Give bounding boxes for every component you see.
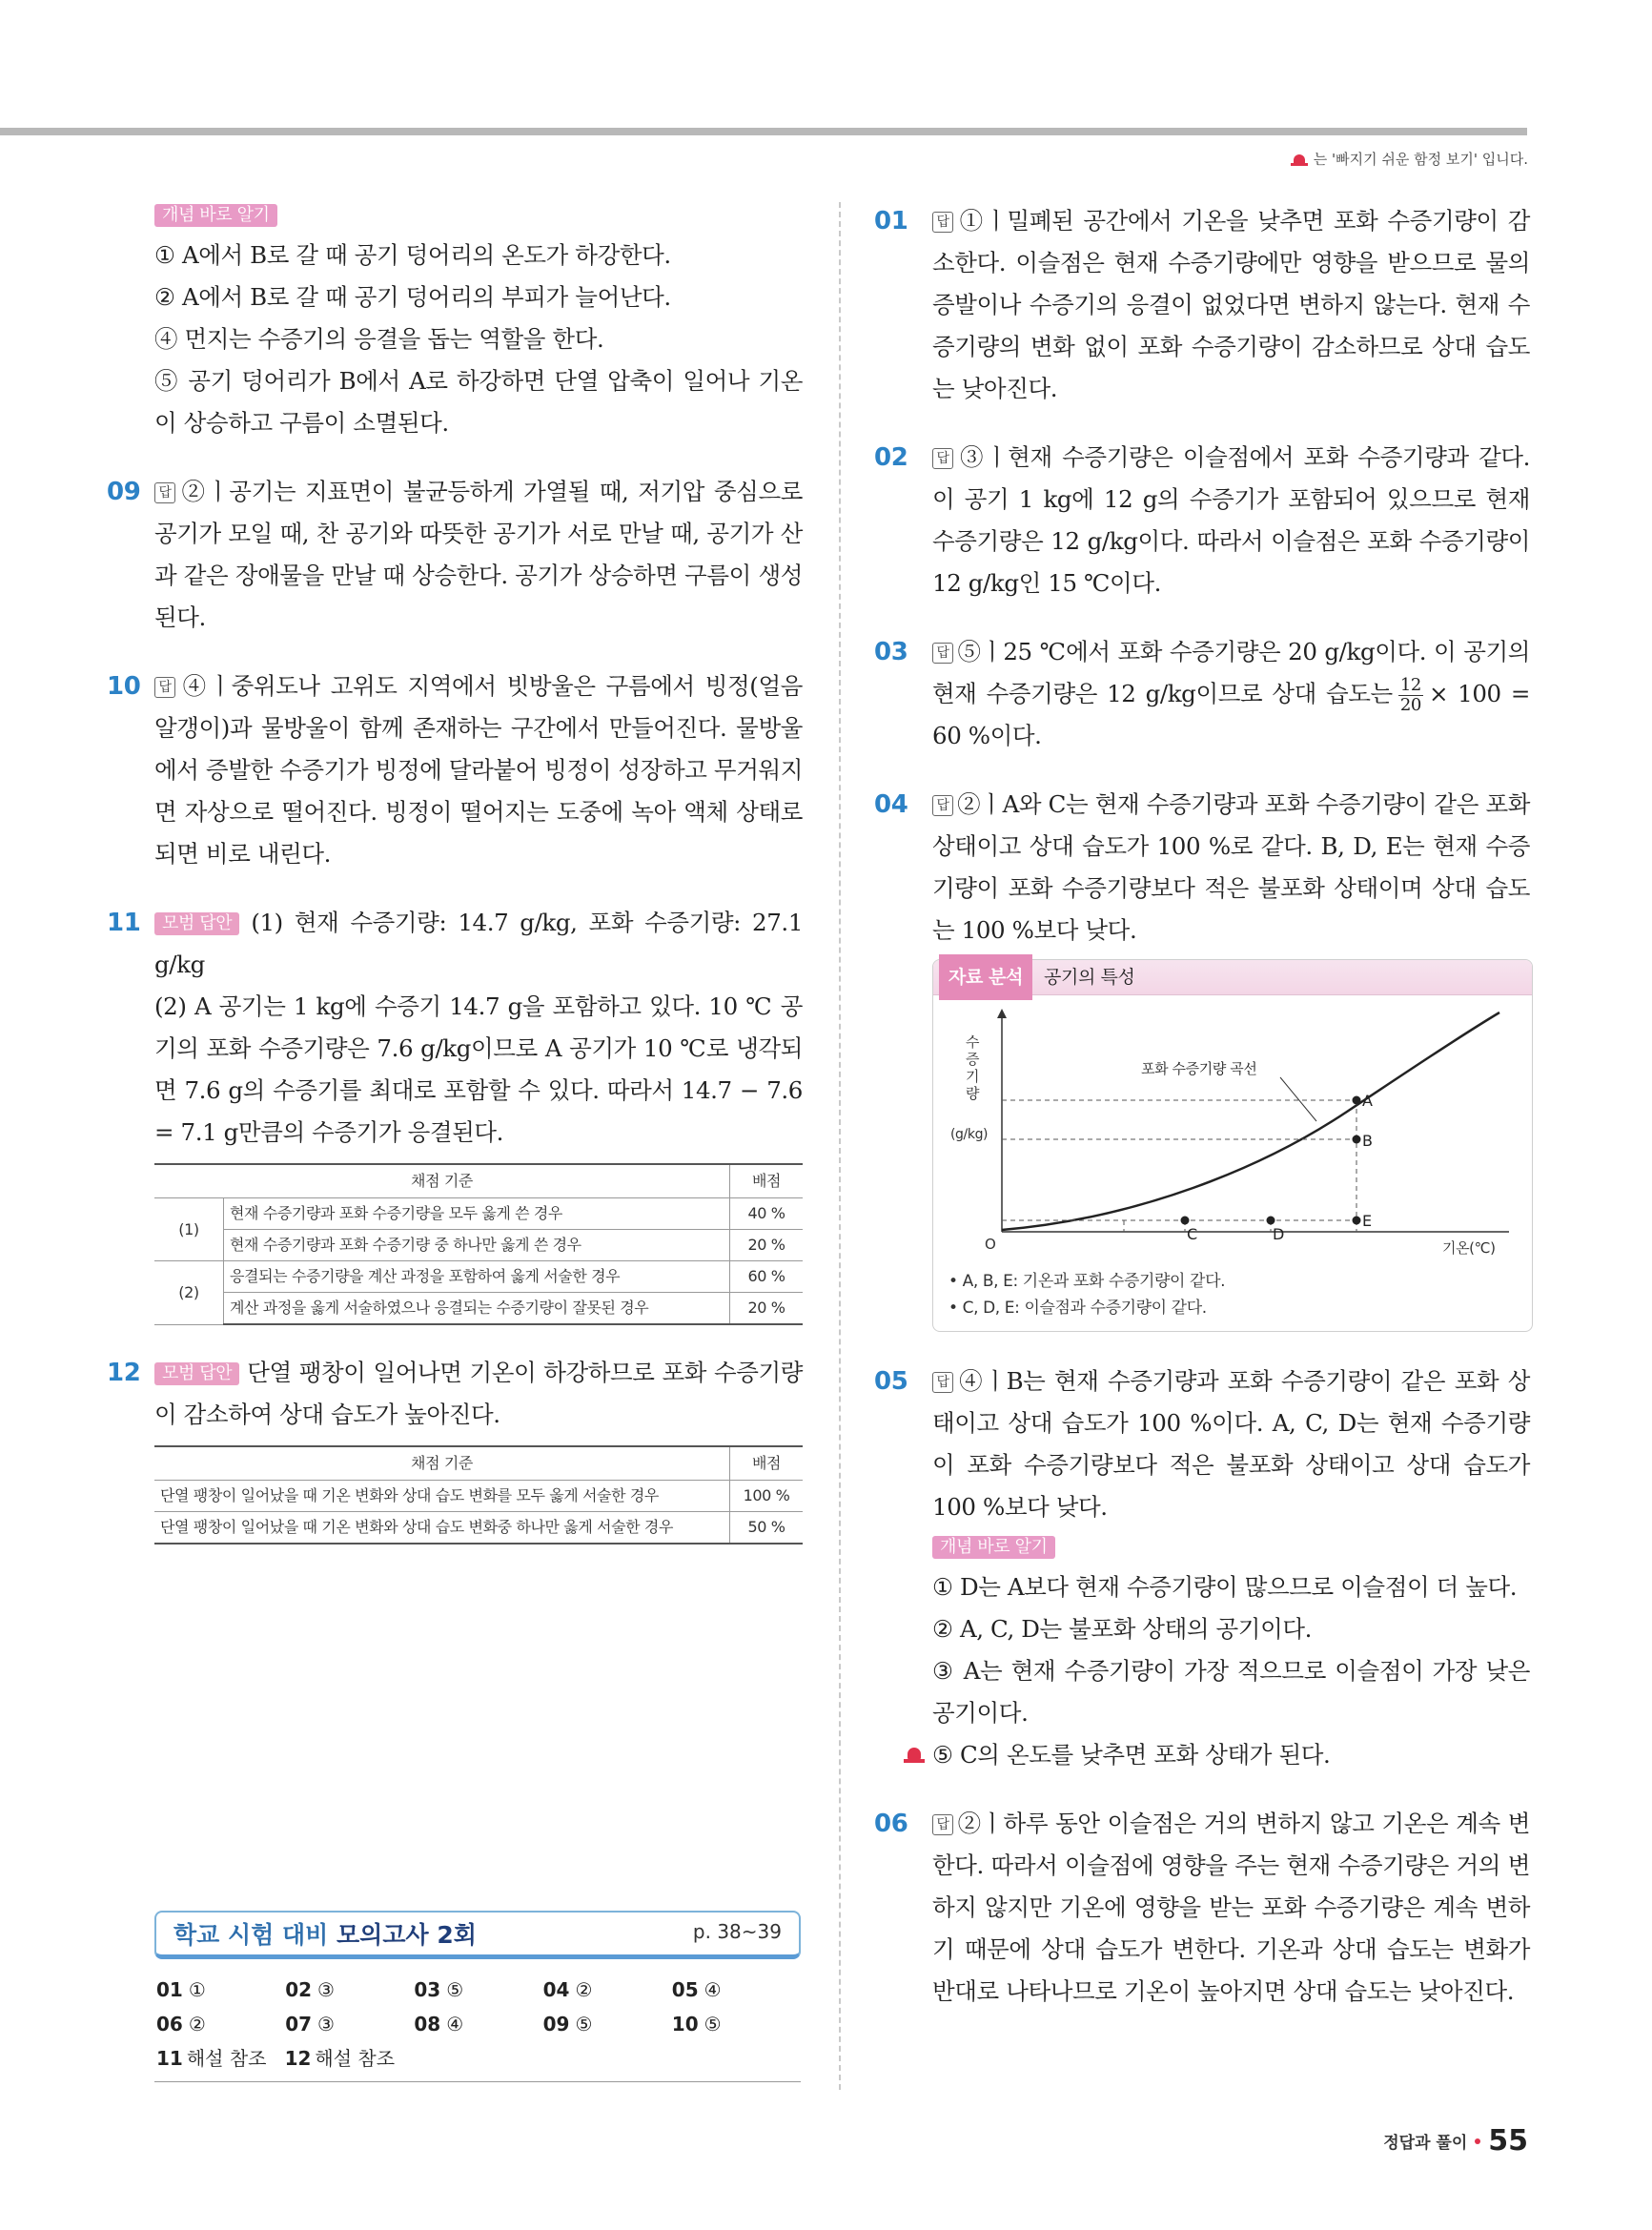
mock-answer: 03 ⑤ xyxy=(414,1978,464,2001)
origin-label: O xyxy=(985,1236,996,1253)
answer-mark-icon: 답 xyxy=(154,677,175,698)
question-number: 12 xyxy=(107,1359,141,1387)
x-axis-label: 기온(℃) xyxy=(1442,1239,1496,1257)
question-number: 02 xyxy=(874,443,908,472)
page-footer xyxy=(1383,2124,1528,2158)
answer-mark-icon: 답 xyxy=(932,448,953,469)
footer-label: 정답과 풀이 xyxy=(1383,2134,1468,2153)
grading-table-12: 채점 기준 배점 단열 팽창이 일어났을 때 기온 변화와 상대 습도 변화를 모두 옳게 서술한 경우 100 % 단열 팽창이 일어났을 때 기온 변화와 상대 습도 변화중 하나만 옳게 서술한 경우 50 % xyxy=(154,1445,803,1545)
footer-dot xyxy=(1475,2138,1480,2144)
answer-mark-icon: 답 xyxy=(932,212,953,233)
concept-line: ③ A는 현재 수증기량이 가장 적으므로 이슬점이 가장 낮은 공기이다. xyxy=(932,1657,1530,1727)
answer-10: 10 답 ④ㅣ중위도나 고위도 지역에서 빗방울은 구름에서 빙정(얼음 알갱이)과 물방울이 함께 존재하는 구간에서 만들어진다. 물방울에서 증발한 수증기가 빙정에 달라붙어 빙정이 성장하고 무거워지면 자상으로 떨어진다. 빙정이 떨어지는 도중에 녹아 액체 상태로 되면 비로 내린다. xyxy=(154,665,803,875)
point-a xyxy=(1353,1096,1361,1105)
question-number: 01 xyxy=(874,207,908,235)
concept-line: ⑤ 공기 덩어리가 B에서 A로 하강하면 단열 압축이 일어나 기온이 상승하고 구름이 소멸된다. xyxy=(154,367,803,437)
concept-line: ④ 먼지는 수증기의 응결을 돕는 역할을 한다. xyxy=(154,325,604,353)
saturation-curve-graph xyxy=(947,1007,1519,1264)
question-number: 06 xyxy=(874,1810,908,1838)
concept-block-08 xyxy=(154,200,803,444)
answer-01: 01 답 ①ㅣ밀폐된 공간에서 기온을 낮추면 포화 수증기량이 감소한다. 이슬점은 현재 수증기량에만 영향을 받으므로 물의 증발이나 수증기의 응결이 없었다면 변하지 않는다. 현재 수증기량의 변화 없이 포화 수증기량이 감소하므로 상대 습도는 낮아진다. xyxy=(877,200,1530,410)
table-cell: 단열 팽창이 일어났을 때 기온 변화와 상대 습도 변화중 하나만 옳게 서술한 경우 xyxy=(154,1512,730,1545)
point-b xyxy=(1353,1135,1361,1144)
legend-note: 는 '빠지기 쉬운 함정 보기' 입니다. xyxy=(1291,149,1528,169)
point-label: C xyxy=(1187,1225,1197,1243)
answer-mark-icon: 답 xyxy=(932,795,953,816)
point-label: E xyxy=(1362,1212,1372,1230)
answer-05: 05 답 ④ㅣB는 현재 수증기량과 포화 수증기량이 같은 포화 상태이고 상대 습도가 100 %이다. A, C, D는 현재 수증기량이 포화 수증기량보다 적은 불포화 상태이고 상대 습도가 100 %보다 낮다. 개념 바로 알기 ① D는 A보다 현재 수증기량이 많으므로 이슬점이 더 높다. ② A, C, D는 불포화 상태의 공기이다. ③ A는 현재 수증기량이 가장 적으므로 이슬점이 가장 낮은 공기이다. ⑤ C의 온도를 낮추면 포화 상태가 된다. xyxy=(877,1361,1530,1776)
point-e xyxy=(1353,1217,1361,1225)
mock-exam-title: 학교 시험 대비 모의고사 2회 xyxy=(173,1921,477,1949)
mock-exam-header xyxy=(154,1911,801,1959)
mock-answer: 10 ⑤ xyxy=(671,2013,722,2036)
concept-line: ② A, C, D는 불포화 상태의 공기이다. xyxy=(932,1615,1312,1643)
point-label: A xyxy=(1362,1092,1373,1110)
question-number: 03 xyxy=(874,638,908,666)
mock-answer: 08 ④ xyxy=(414,2013,464,2036)
column-divider xyxy=(839,202,841,2090)
mock-answer: 02 ③ xyxy=(285,1978,335,2001)
y-axis-arrow xyxy=(997,1009,1007,1018)
answer-04: 04 답 ②ㅣA와 C는 현재 수증기량과 포화 수증기량이 같은 포화 상태이고 상대 습도가 100 %로 같다. B, D, E는 현재 수증기량이 포화 수증기량보다 적은 불포화 상태이며 상대 습도는 100 %보다 낮다. xyxy=(877,784,1530,951)
answer-11: 11 모범 답안 (1) 현재 수증기량: 14.7 g/kg, 포화 수증기량: 27.1 g/kg (2) A 공기는 1 kg에 수증기 14.7 g을 포함하고 있다. 10 ℃ 공기의 포화 수증기량은 7.6 g/kg이므로 A 공기가 10 ℃로 냉각되면 7.6 g의 수증기를 최대로 포함할 수 있다. 따라서 14.7 − 7.6 = 7.1 g만큼의 수증기가 응결된다. 채점 기준 배점 (1) 현재 수증기량과 포화 수증기량을 모두 옳게 쓴 경우 40 % 현재 수증기량과 포화 수증기량 중 하나만 옳게 쓴 경우 20 % (2) 응결되는 수증기량을 계산 과정을 포함하여 옳게 서술한 경우 60 % 계산 과정을 옳게 서술하였으나 응결되는 수증기량이 잘못된 경우 20 % xyxy=(154,902,803,1325)
mock-answer: 04 ② xyxy=(542,1978,593,2001)
concept-line: ① D는 A보다 현재 수증기량이 많으므로 이슬점이 더 높다. xyxy=(932,1573,1518,1601)
point-d xyxy=(1267,1217,1275,1225)
question-number: 11 xyxy=(107,909,141,937)
answer-mark-icon: 답 xyxy=(932,1814,953,1835)
mock-answer-grid xyxy=(154,1973,801,2041)
concept-tag: 개념 바로 알기 xyxy=(932,1536,1055,1559)
siren-icon xyxy=(904,1748,925,1763)
mock-answer: 07 ③ xyxy=(285,2013,335,2036)
analysis-notes: • A, B, E: 기온과 포화 수증기량이 같다. • C, D, E: 이슬점과 수증기량이 같다. xyxy=(948,1272,1226,1318)
model-answer-tag: 모범 답안 xyxy=(154,912,239,935)
mock-exam-answers xyxy=(154,1911,801,2082)
question-number: 09 xyxy=(107,478,141,506)
analysis-title: 공기의 특성 xyxy=(1044,967,1135,988)
model-answer-tag: 모범 답안 xyxy=(154,1362,239,1385)
page-number: 55 xyxy=(1488,2124,1528,2158)
top-rule xyxy=(0,128,1527,135)
answer-mark-icon: 답 xyxy=(932,1372,953,1393)
concept-line: ① A에서 B로 갈 때 공기 덩어리의 온도가 하강한다. xyxy=(154,241,671,269)
saturation-curve xyxy=(1002,1013,1499,1230)
point-label: B xyxy=(1362,1132,1373,1150)
siren-icon xyxy=(1291,153,1308,166)
table-cell: 응결되는 수증기량을 계산 과정을 포함하여 옳게 서술한 경우 xyxy=(224,1261,730,1293)
table-cell: 계산 과정을 옳게 서술하였으나 응결되는 수증기량이 잘못된 경우 xyxy=(224,1293,730,1325)
curve-label-leader xyxy=(1280,1077,1316,1121)
mock-answer: 05 ④ xyxy=(671,1978,722,2001)
y-axis-unit: (g/kg) xyxy=(950,1127,989,1142)
y-axis-label: 수 증 기 량 xyxy=(966,1033,980,1102)
answer-12: 12 모범 답안 단열 팽창이 일어나면 기온이 하강하므로 포화 수증기량이 감소하여 상대 습도가 높아진다. 채점 기준 배점 단열 팽창이 일어났을 때 기온 변화와 상대 습도 변화를 모두 옳게 서술한 경우 100 % 단열 팽창이 일어났을 때 기온 변화와 상대 습도 변화중 하나만 옳게 서술한 경우 50 % xyxy=(154,1352,803,1545)
grading-table-11: 채점 기준 배점 (1) 현재 수증기량과 포화 수증기량을 모두 옳게 쓴 경우 40 % 현재 수증기량과 포화 수증기량 중 하나만 옳게 쓴 경우 20 % (2) 응결되는 수증기량을 계산 과정을 포함하여 옳게 서술한 경우 60 % 계산 과정을 옳게 서술하였으나 응결되는 수증기량이 잘못된 경우 20 % xyxy=(154,1163,803,1325)
analysis-tag: 자료 분석 xyxy=(939,954,1032,1000)
curve-label: 포화 수증기량 곡선 xyxy=(1141,1060,1257,1077)
answer-02: 02 답 ③ㅣ현재 수증기량은 이슬점에서 포화 수증기량과 같다. 이 공기 1 kg에 12 g의 수증기가 포함되어 있으므로 현재 수증기량은 12 g/kg이다. 따라서 이슬점은 포화 수증기량이 12 g/kg인 15 ℃이다. xyxy=(877,437,1530,604)
concept-line: ② A에서 B로 갈 때 공기 덩어리의 부피가 늘어난다. xyxy=(154,283,671,311)
question-number: 05 xyxy=(874,1367,908,1396)
answer-mark-icon: 답 xyxy=(932,643,953,664)
trap-line: ⑤ C의 온도를 낮추면 포화 상태가 된다. xyxy=(932,1734,1530,1776)
table-cell: 현재 수증기량과 포화 수증기량을 모두 옳게 쓴 경우 xyxy=(224,1198,730,1230)
answer-03: 03 답 ⑤ㅣ25 ℃에서 포화 수증기량은 20 g/kg이다. 이 공기의 현재 수증기량은 12 g/kg이므로 상대 습도는 $\frac{12}{20}$ × 100 = 60 %이다. xyxy=(877,631,1530,757)
point-label: D xyxy=(1273,1225,1284,1243)
mock-answer-extra: 11 해설 참조 12 해설 참조 xyxy=(154,2041,801,2082)
answer-mark-icon: 답 xyxy=(154,482,175,503)
answer-06: 06 답 ②ㅣ하루 동안 이슬점은 거의 변하지 않고 기온은 계속 변한다. 따라서 이슬점에 영향을 주는 현재 수증기량은 거의 변하지 않지만 기온에 영향을 받는 포화 수증기량은 계속 변하기 때문에 상대 습도가 변한다. 기온과 상대 습도는 변화가 반대로 나타나므로 기온이 높아지면 상대 습도는 낮아진다. xyxy=(877,1803,1530,2013)
concept-tag: 개념 바로 알기 xyxy=(154,204,277,227)
answer-11-part2: (2) A 공기는 1 kg에 수증기 14.7 g을 포함하고 있다. 10 ℃ 공기의 포화 수증기량은 7.6 g/kg이므로 A 공기가 10 ℃로 냉각되면 7.6 g의 수증기를 최대로 포함할 수 있다. 따라서 14.7 − 7.6 = 7.1 g만큼의 수증기가 응결된다. xyxy=(154,992,803,1146)
table-cell: 단열 팽창이 일어났을 때 기온 변화와 상대 습도 변화를 모두 옳게 서술한 경우 xyxy=(154,1481,730,1512)
mock-answer: 06 ② xyxy=(156,2013,206,2036)
mock-answer: 09 ⑤ xyxy=(542,2013,593,2036)
mock-answer: 01 ① xyxy=(156,1978,206,2001)
table-cell: 현재 수증기량과 포화 수증기량 중 하나만 옳게 쓴 경우 xyxy=(224,1230,730,1261)
right-column xyxy=(874,200,1530,2039)
question-number: 04 xyxy=(874,790,908,819)
analysis-header xyxy=(933,960,1532,995)
point-c xyxy=(1181,1217,1190,1225)
answer-09: 09 답 ②ㅣ공기는 지표면이 불균등하게 가열될 때, 저기압 중심으로 공기가 모일 때, 찬 공기와 따뜻한 공기가 서로 만날 때, 공기가 산과 같은 장애물을 만날 때 상승한다. 공기가 상승하면 구름이 생성된다. xyxy=(154,471,803,639)
left-column xyxy=(107,200,804,1571)
fraction: $\frac{12}{20}$ xyxy=(1399,675,1421,715)
data-analysis-box xyxy=(932,959,1533,1332)
question-number: 10 xyxy=(107,672,141,701)
mock-exam-pages: p. 38~39 xyxy=(692,1920,782,1943)
